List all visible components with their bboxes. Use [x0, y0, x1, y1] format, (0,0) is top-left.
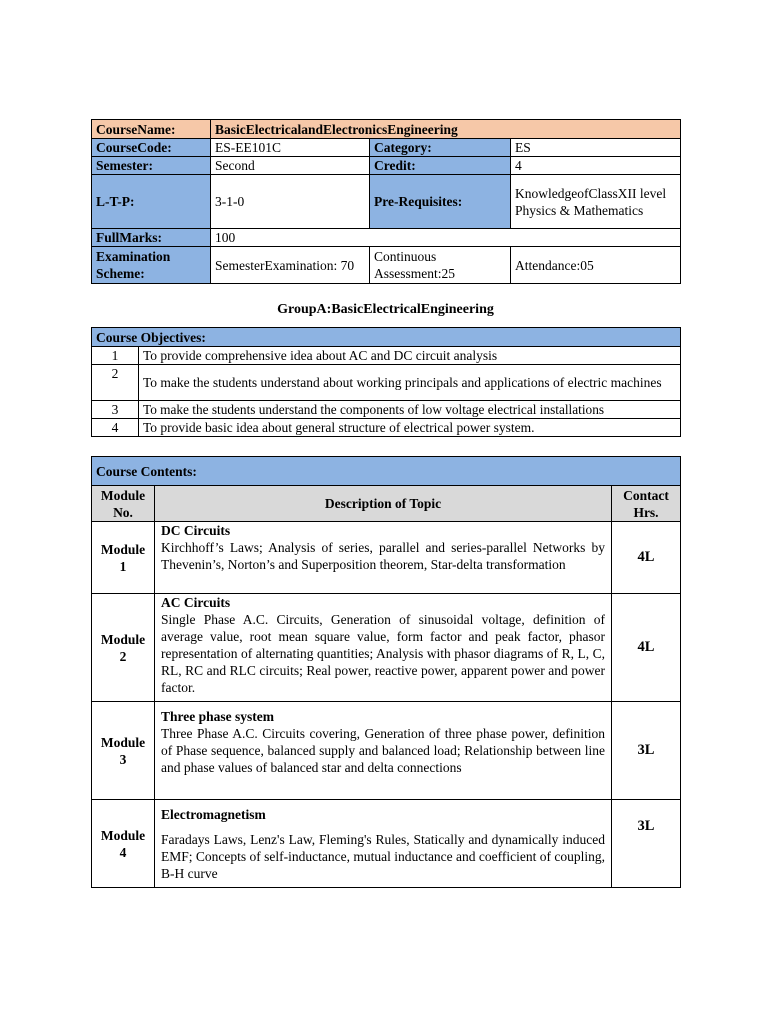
exam-scheme-label: Examination Scheme:: [92, 247, 211, 284]
module-title: Electromagnetism: [161, 807, 266, 822]
exam-semester-value: SemesterExamination: 70: [211, 247, 370, 284]
module-title: Three phase system: [161, 709, 274, 724]
full-marks-value: 100: [211, 229, 681, 247]
exam-attendance-value: Attendance:05: [511, 247, 681, 284]
prereq-value: KnowledgeofClassXII level Physics & Mathematics: [511, 175, 681, 229]
semester-value: Second: [211, 157, 370, 175]
module-description: [155, 702, 612, 800]
category-label: Category:: [370, 139, 511, 157]
module-row: [92, 800, 681, 888]
module-hours: 4L: [612, 594, 681, 702]
module-text: Kirchhoff’s Laws; Analysis of series, parallel and series-parallel Networks by Thevenin’s, Norton’s and Superposition theorem, Star-delta transformation: [161, 540, 605, 572]
course-name-value: BasicElectricalandElectronicsEngineering: [211, 120, 681, 139]
objective-text: To make the students understand about working principals and applications of electric machines: [139, 365, 681, 401]
module-row: [92, 702, 681, 800]
semester-label: Semester:: [92, 157, 211, 175]
prereq-label: Pre-Requisites:: [370, 175, 511, 229]
objectives-header: Course Objectives:: [92, 328, 681, 347]
module-description: [155, 522, 612, 594]
ltp-label: L-T-P:: [92, 175, 211, 229]
objective-text: To make the students understand the components of low voltage electrical installations: [139, 401, 681, 419]
module-number: Module 1: [92, 522, 155, 594]
category-value: ES: [511, 139, 681, 157]
description-column-header: Description of Topic: [155, 486, 612, 522]
objective-row: [92, 401, 681, 419]
course-info-table: [91, 119, 681, 284]
module-hours: 3L: [612, 702, 681, 800]
module-hours: 3L: [612, 800, 681, 888]
full-marks-label: FullMarks:: [92, 229, 211, 247]
objective-number: 3: [92, 401, 139, 419]
exam-continuous-value: Continuous Assessment:25: [370, 247, 511, 284]
credit-value: 4: [511, 157, 681, 175]
objective-row: [92, 419, 681, 437]
objective-text: To provide comprehensive idea about AC and DC circuit analysis: [139, 347, 681, 365]
objective-number: 2: [92, 365, 139, 401]
module-number: Module 3: [92, 702, 155, 800]
credit-label: Credit:: [370, 157, 511, 175]
group-heading: GroupA:BasicElectricalEngineering: [277, 302, 494, 317]
module-column-header: Module No.: [92, 486, 155, 522]
module-row: [92, 594, 681, 702]
contents-table: [91, 456, 681, 888]
contents-header: Course Contents:: [92, 457, 681, 486]
objective-row: [92, 365, 681, 401]
ltp-value: 3-1-0: [211, 175, 370, 229]
module-description: [155, 594, 612, 702]
course-code-label: CourseCode:: [92, 139, 211, 157]
module-title: AC Circuits: [161, 595, 231, 610]
module-hours: 4L: [612, 522, 681, 594]
course-name-label: CourseName:: [92, 120, 211, 139]
objective-text: To provide basic idea about general structure of electrical power system.: [139, 419, 681, 437]
module-text: Faradays Laws, Lenz's Law, Fleming's Rules, Statically and dynamically induced EMF; Concepts of self-inductance, mutual inductance and coefficient of coupling, B-H curve: [161, 832, 605, 881]
objectives-table: [91, 327, 681, 437]
module-row: [92, 522, 681, 594]
hours-column-header: Contact Hrs.: [612, 486, 681, 522]
module-number: Module 4: [92, 800, 155, 888]
objective-number: 4: [92, 419, 139, 437]
module-text: Three Phase A.C. Circuits covering, Generation of three phase power, definition of Phase sequence, balanced supply and balanced load; Relationship between line and phase values of balanced star and delta connections: [161, 726, 605, 775]
objective-row: [92, 347, 681, 365]
module-title: DC Circuits: [161, 523, 231, 538]
module-text: Single Phase A.C. Circuits, Generation of sinusoidal voltage, definition of average value, root mean square value, form factor and peak factor, phasor representation of alternating quantities; Analysis with phasor diagrams of R, L, C, RL, RC and RLC circuits; Real power, reactive power, apparent power and power factor.: [161, 612, 605, 695]
module-description: [155, 800, 612, 888]
objective-number: 1: [92, 347, 139, 365]
course-code-value: ES-EE101C: [211, 139, 370, 157]
module-number: Module 2: [92, 594, 155, 702]
